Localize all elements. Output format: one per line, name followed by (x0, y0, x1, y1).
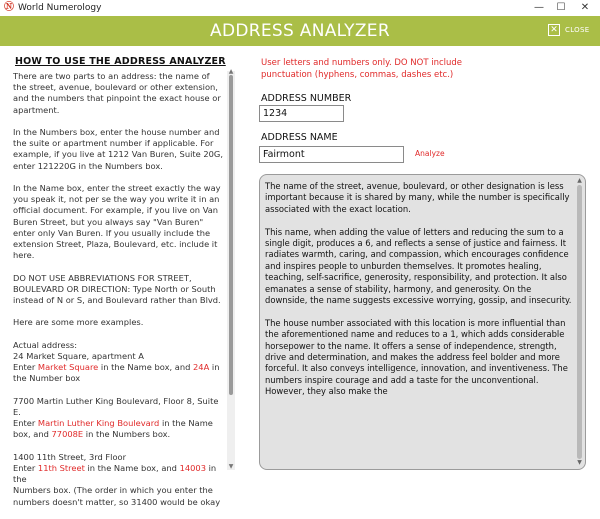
example-number-value: 77008E (51, 429, 84, 440)
instructions-paragraph: There are two parts to an address: the name of the street, avenue, boulevard or other extension, and the numbers that pinpoint the exact house or apartment. (13, 71, 221, 115)
example-text: Numbers box. (The order in which you enter the numbers doesn't matter, so 31400 would be okay (13, 485, 221, 507)
example-1 (13, 340, 223, 385)
scroll-up-icon[interactable]: ▲ (228, 68, 234, 75)
instructions-paragraph: DO NOT USE ABBREVIATIONS FOR STREET, BOULEVARD OR DIRECTION: Type North or South instead of N or S, and Boulevard rather than Blvd. (13, 272, 221, 306)
instructions-paragraph: In the Numbers box, enter the house number and the suite or apartment number if applicable. For example, if you live at 1212 Van Buren, Suite 20G, enter 121220G in the Numbers box. (13, 127, 223, 171)
example-line: 7700 Martin Luther King Boulevard, Floor 8, Suite E. (13, 395, 219, 417)
instructions-title: HOW TO USE THE ADDRESS ANALYZER (15, 56, 226, 67)
example-number-value: 14003 (179, 463, 206, 473)
instructions-scrollbar[interactable] (227, 68, 235, 470)
result-paragraph: The name of the street, avenue, boulevard, or other designation is less important because it is shared by many, while the number is specifically associated with the exact location. (265, 181, 570, 214)
window-title: World Numerology (18, 3, 102, 13)
example-2 (13, 396, 223, 441)
instructions-paragraph: Here are some more examples. (13, 317, 144, 328)
address-number-label: ADDRESS NUMBER (261, 93, 352, 104)
example-text: Enter (13, 362, 38, 373)
scrollbar-thumb[interactable] (229, 75, 233, 395)
example-text: Enter (13, 463, 38, 473)
instructions-scroll-area[interactable] (10, 68, 235, 507)
example-text: in the Name box, and (13, 418, 213, 440)
result-paragraph: The house number associated with this location is more influential than the aforementioned name and reduces to a 1, which adds considerable horsepower to the name. It offers a sense of independence, strength, drive and determination, and makes the address feel bolder and more forceful. It also conveys intelligence, innovation, and inventiveness. The numbers inspire courage and add a taste for the unconventional. However, they also make the (265, 317, 568, 397)
analysis-result-text (265, 181, 573, 409)
instructions-text (13, 71, 223, 519)
example-3 (13, 452, 223, 508)
example-text: the Number box (13, 373, 81, 384)
example-text: in the Numbers box. (83, 429, 171, 440)
example-text: Enter (13, 418, 38, 429)
scrollbar-thumb[interactable] (577, 185, 582, 459)
example-number-value: 24A (193, 362, 210, 373)
window-titlebar (0, 0, 600, 16)
app-header (0, 16, 600, 46)
page-title: ADDRESS ANALYZER (210, 21, 390, 41)
example-line: Actual address: (13, 339, 78, 350)
example-text: in (209, 362, 220, 373)
analyze-button[interactable]: Analyze (415, 149, 445, 158)
address-number-input[interactable] (259, 105, 344, 122)
example-name-value: Market Square (37, 362, 99, 373)
scroll-down-icon[interactable]: ▼ (228, 463, 234, 470)
window-close-button[interactable]: ✕ (580, 2, 590, 13)
example-line: 24 Market Square, apartment A (13, 351, 144, 361)
analysis-result-box[interactable] (259, 174, 586, 470)
minimize-button[interactable]: — (534, 2, 544, 13)
example-text: in the (13, 463, 217, 485)
numerology-app-icon: Ⓝ (4, 2, 14, 13)
example-name-value: Martin Luther King Boulevard (37, 418, 160, 429)
instructions-paragraph: In the Name box, enter the street exactly the way you speak it, not per se the way you write it in an official document. For example, if you live on Van Buren Street, but you always say "Van Buren" enter only Van Buren. If you usually include the extension Street, Plaza, Boulevard, etc. include it here. (13, 183, 221, 261)
result-paragraph: This name, when adding the value of letters and reducing the sum to a single digit, produces a 6, and reflects a sense of justice and fairness. It radiates warmth, caring, and compassion, which encourages confidence and inspires people to unburden themselves. It promotes healing, teaching, self-sacrifice, generosity, responsibility, and protection. It also emanates a sense of stability, harmony, and generosity. On the downside, the name suggests excessive worrying, gossip, and insecurity. (265, 226, 572, 306)
scroll-up-icon[interactable]: ▲ (577, 177, 582, 184)
example-name-value: 11th Street (37, 463, 85, 473)
scroll-down-icon[interactable]: ▼ (577, 459, 582, 466)
main-content (0, 46, 600, 507)
instructions-panel (10, 56, 235, 507)
example-text: in the Name box, and (84, 463, 180, 473)
close-box-icon[interactable]: ✕ (548, 24, 560, 36)
address-name-input[interactable] (259, 146, 404, 163)
close-label[interactable]: CLOSE (565, 26, 590, 34)
example-line: 1400 11th Street, 3rd Floor (13, 451, 127, 462)
input-warning: User letters and numbers only. DO NOT include punctuation (hyphens, commas, dashes etc.) (261, 58, 463, 80)
result-scrollbar[interactable] (576, 179, 583, 465)
address-name-label: ADDRESS NAME (261, 132, 338, 143)
example-text: in the Name box, and (98, 362, 194, 373)
maximize-button[interactable]: ☐ (556, 2, 566, 13)
